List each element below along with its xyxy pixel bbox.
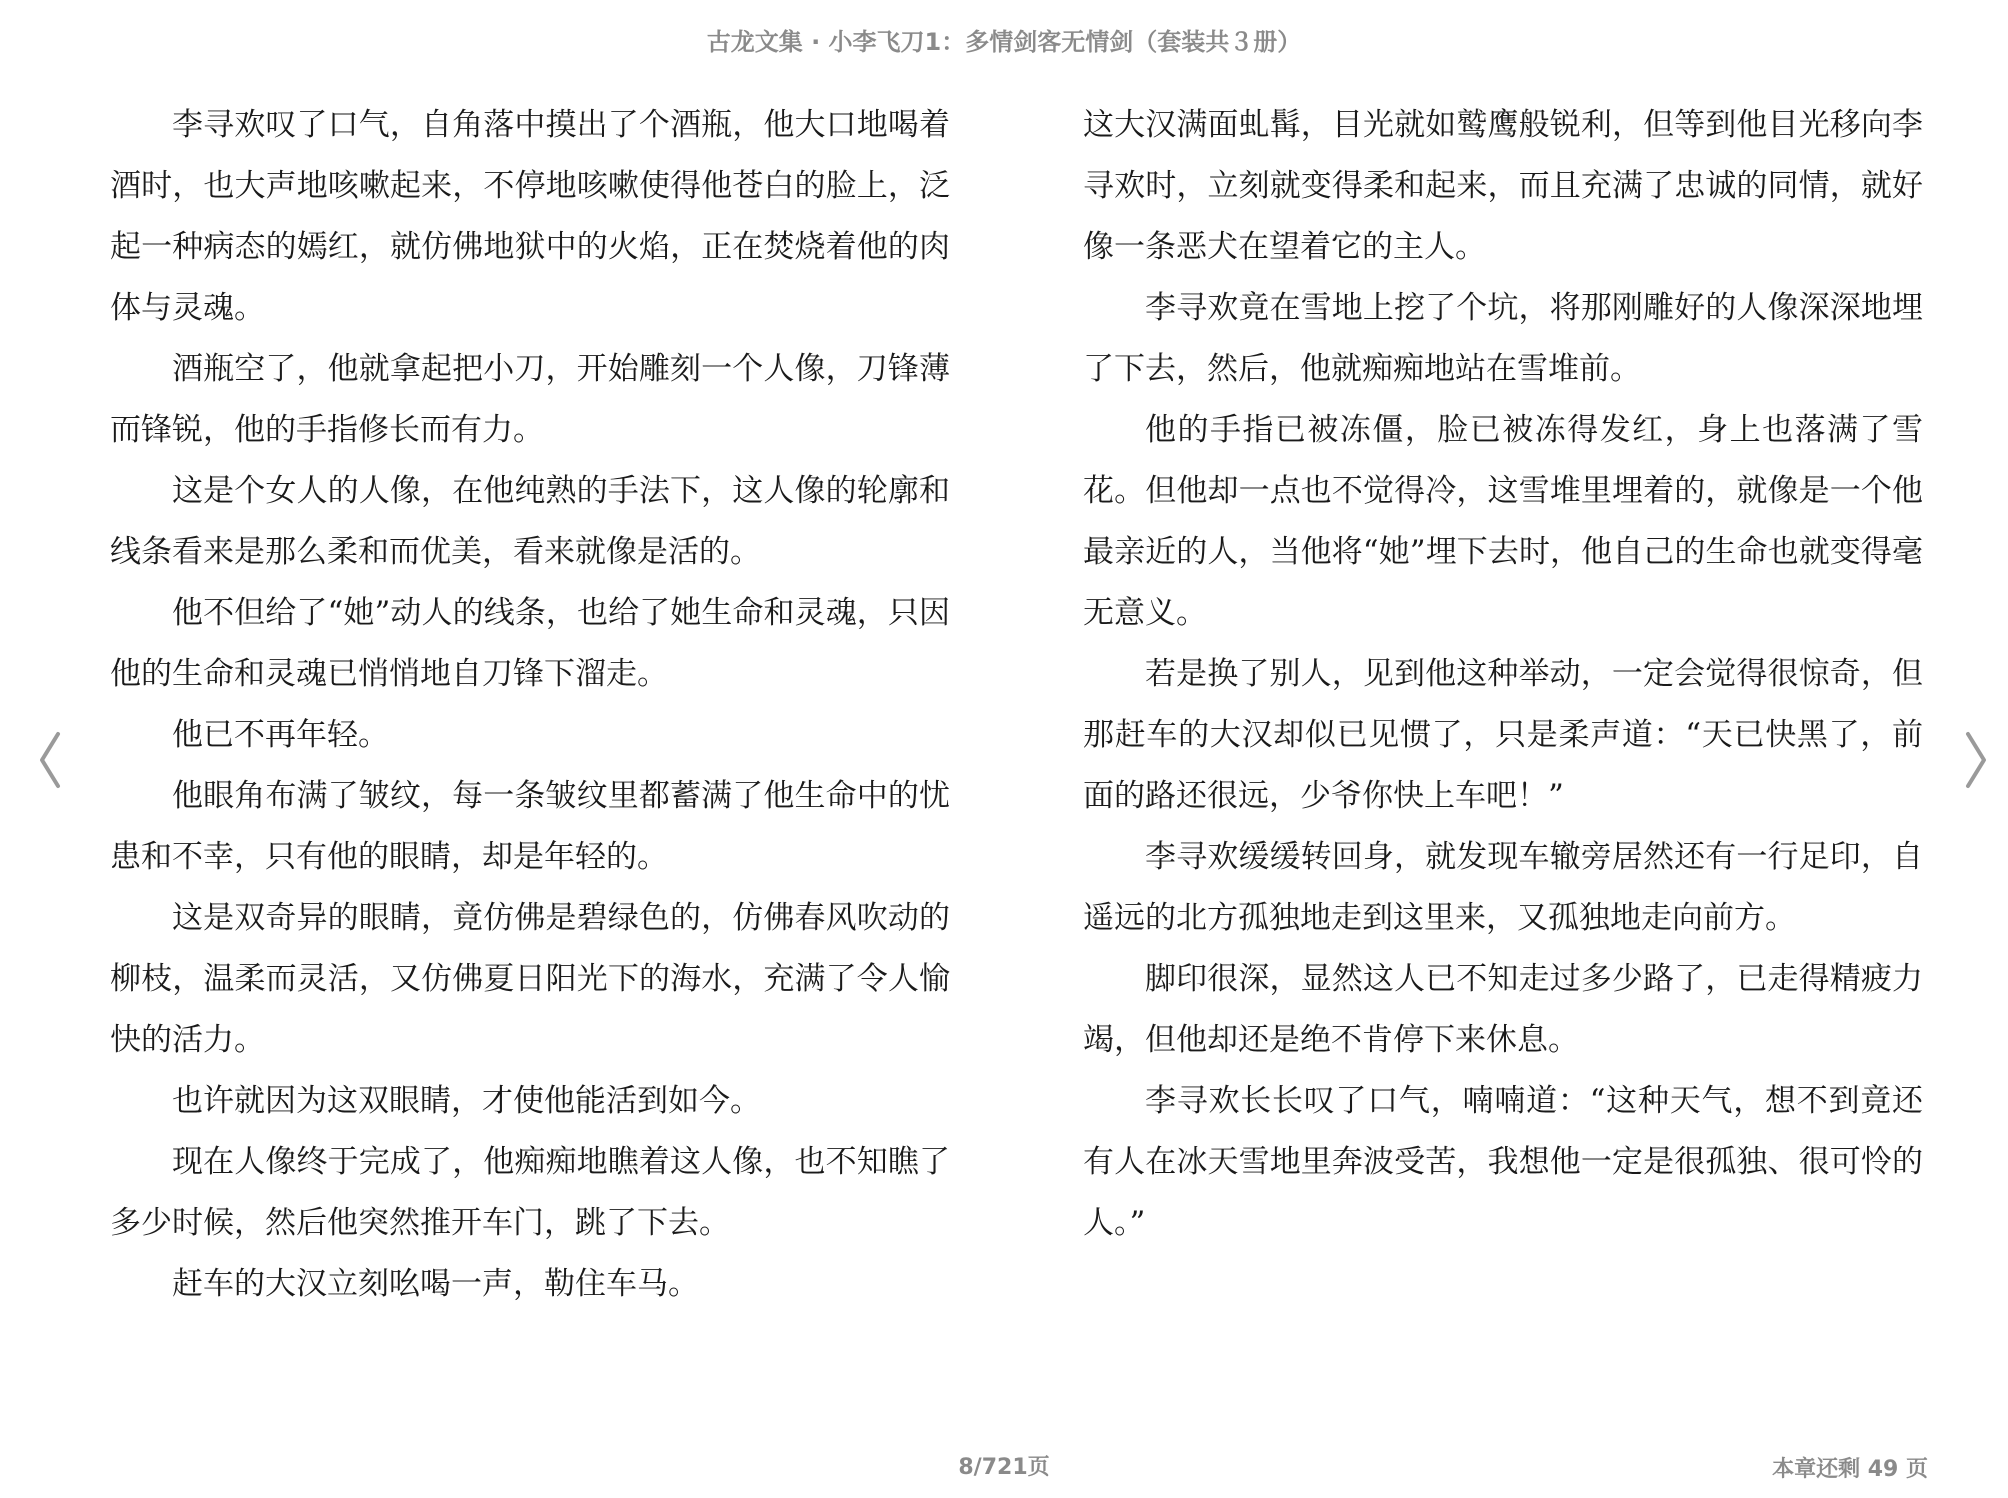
- paragraph: 他已不再年轻。: [172, 717, 389, 753]
- paragraph: 李寻欢竟在雪地上挖了个坑，将那刚雕好的人像深深地埋了下去，然后，他就痴痴地站在雪堆前。: [1083, 290, 1923, 387]
- paragraph: 他不但给了“她”动人的线条，也给了她生命和灵魂，只因他的生命和灵魂已悄悄地自刀锋下溜走。: [110, 595, 950, 692]
- next-page-button[interactable]: [1956, 730, 1996, 790]
- paragraph: 若是换了别人，见到他这种举动，一定会觉得很惊奇，但那赶车的大汉却似已见惯了，只是柔声道：“天已快黑了，前面的路还很远，少爷你快上车吧！”: [1083, 656, 1923, 814]
- previous-page-button[interactable]: [30, 730, 70, 790]
- chapter-remaining-pages: 本章还剩 49 页: [1772, 1457, 1928, 1482]
- book-title: 古龙文集 · 小李飞刀1：多情剑客无情剑（套装共３册）: [706, 28, 1302, 56]
- paragraph: 也许就因为这双眼睛，才使他能活到如今。: [172, 1083, 761, 1119]
- paragraph: 这是个女人的人像，在他纯熟的手法下，这人像的轮廓和线条看来是那么柔和而优美，看来就像是活的。: [110, 473, 950, 570]
- paragraph: 李寻欢叹了口气，自角落中摸出了个酒瓶，他大口地喝着酒时，也大声地咳嗽起来，不停地咳嗽使得他苍白的脸上，泛起一种病态的嫣红，就仿佛地狱中的火焰，正在焚烧着他的肉体与灵魂。: [110, 107, 950, 326]
- left-page-text: [110, 95, 950, 1315]
- paragraph: 酒瓶空了，他就拿起把小刀，开始雕刻一个人像，刀锋薄而锋锐，他的手指修长而有力。: [110, 351, 950, 448]
- chevron-right-icon: [1956, 730, 1996, 790]
- right-page-text: [1083, 95, 1923, 1254]
- chevron-left-icon: [30, 730, 70, 790]
- paragraph: 这是双奇异的眼睛，竟仿佛是碧绿色的，仿佛春风吹动的柳枝，温柔而灵活，又仿佛夏日阳光下的海水，充满了令人愉快的活力。: [110, 900, 950, 1058]
- paragraph: 这大汉满面虬髯，目光就如鹫鹰般锐利，但等到他目光移向李寻欢时，立刻就变得柔和起来，而且充满了忠诚的同情，就好像一条恶犬在望着它的主人。: [1083, 107, 1923, 265]
- page-indicator: 8/721页: [958, 1455, 1050, 1480]
- paragraph: 脚印很深，显然这人已不知走过多少路了，已走得精疲力竭，但他却还是绝不肯停下来休息。: [1083, 961, 1923, 1058]
- paragraph: 他眼角布满了皱纹，每一条皱纹里都蓄满了他生命中的忧患和不幸，只有他的眼睛，却是年轻的。: [110, 778, 950, 875]
- paragraph: 李寻欢长长叹了口气，喃喃道：“这种天气，想不到竟还有人在冰天雪地里奔波受苦，我想他一定是很孤独、很可怜的人。”: [1083, 1083, 1923, 1241]
- paragraph: 他的手指已被冻僵，脸已被冻得发红，身上也落满了雪花。但他却一点也不觉得冷，这雪堆里埋着的，就像是一个他最亲近的人，当他将“她”埋下去时，他自己的生命也就变得毫无意义。: [1083, 412, 1923, 631]
- paragraph: 李寻欢缓缓转回身，就发现车辙旁居然还有一行足印，自遥远的北方孤独地走到这里来，又孤独地走向前方。: [1083, 839, 1923, 936]
- paragraph: 赶车的大汉立刻吆喝一声，勒住车马。: [172, 1266, 699, 1302]
- paragraph: 现在人像终于完成了，他痴痴地瞧着这人像，也不知瞧了多少时候，然后他突然推开车门，跳了下去。: [110, 1144, 950, 1241]
